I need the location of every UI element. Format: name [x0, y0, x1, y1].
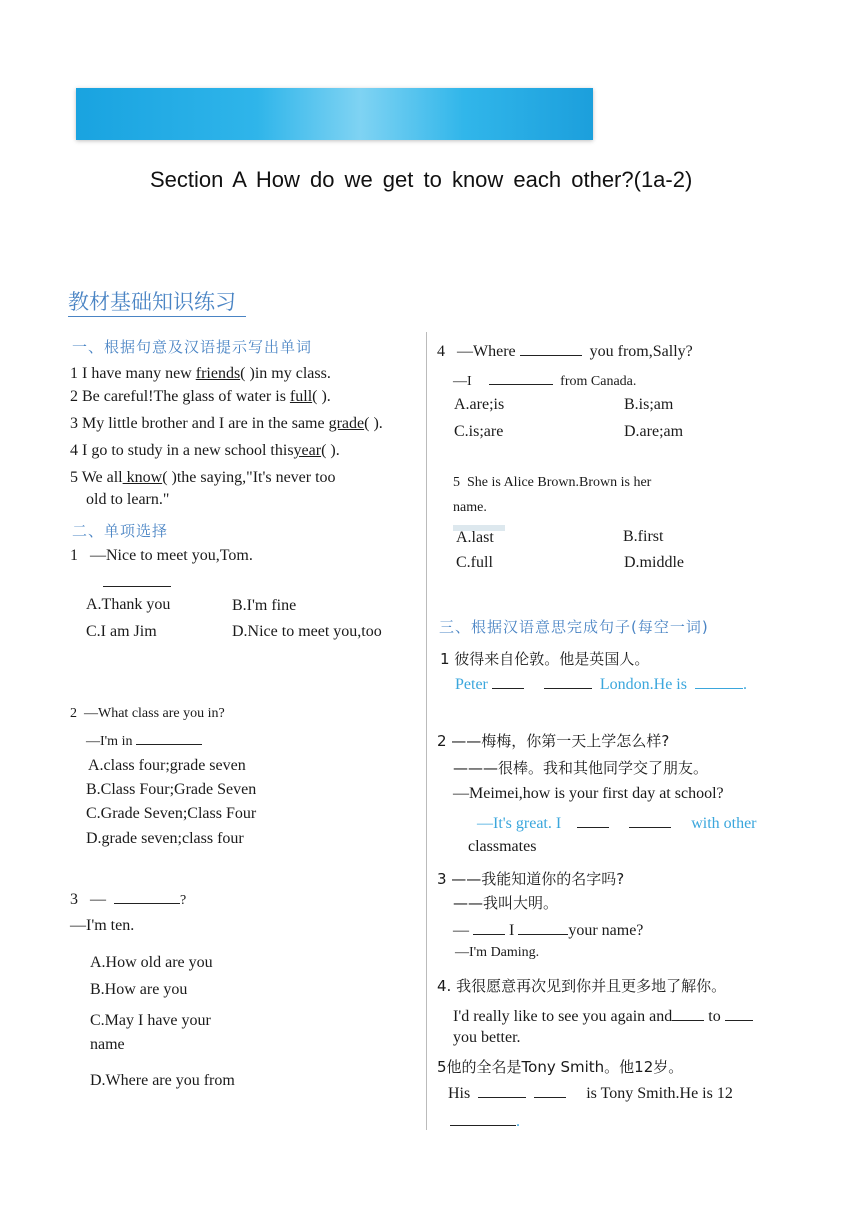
q3-option-b: B.How are you	[90, 981, 188, 998]
page-title: Section A How do we get to know each other?(1a-2)	[150, 167, 693, 192]
s2-english-3: classmates	[468, 838, 537, 855]
header-banner	[76, 88, 593, 140]
q3-option-c: C.May I have your	[90, 1012, 211, 1029]
q5-line2: name.	[453, 500, 487, 515]
q1-blank	[103, 572, 171, 592]
q4-option-a: A.are;is	[454, 396, 505, 413]
q2-answer-line: —I'm in	[86, 730, 202, 750]
s2-chinese-2: ———很棒。我和其他同学交了朋友。	[453, 759, 709, 777]
q2-option-d: D.grade seven;class four	[86, 830, 244, 847]
part1-item-1: 1 I have many new friends( )in my class.	[70, 365, 331, 382]
q5-option-d: D.middle	[624, 554, 684, 571]
q1-option-a: A.Thank you	[86, 596, 171, 613]
part3-heading: 三、根据汉语意思完成句子(每空一词)	[439, 618, 709, 636]
q3-reply: —I'm ten.	[70, 917, 135, 934]
column-divider	[426, 332, 427, 1130]
part2-heading: 二、单项选择	[72, 522, 169, 540]
s5-english-2: .	[450, 1111, 520, 1131]
s4-chinese: 4. 我很愿意再次见到你并且更多地了解你。	[437, 977, 727, 995]
s5-english-1: His is Tony Smith.He is 12	[448, 1085, 733, 1102]
s1-chinese: 1 彼得来自伦敦。他是英国人。	[440, 650, 650, 668]
q4-prompt: 4 —Where you from,Sally?	[437, 343, 693, 360]
q4-line2: —I from Canada.	[453, 370, 636, 390]
part1-heading: 一、根据句意及汉语提示写出单词	[72, 338, 313, 356]
q2-option-a: A.class four;grade seven	[88, 757, 246, 774]
q2-option-b: B.Class Four;Grade Seven	[86, 781, 257, 798]
part1-item-5-cont: old to learn."	[86, 491, 170, 508]
s2-chinese-1: 2 ——梅梅，你第一天上学怎么样?	[437, 732, 670, 750]
q3-option-a: A.How old are you	[90, 954, 213, 971]
q1-option-d: D.Nice to meet you,too	[232, 623, 382, 640]
q5-option-a: A.last	[456, 529, 494, 546]
s1-english: Peter London.He is .	[455, 676, 747, 693]
q3-prompt: 3 — ?	[70, 891, 187, 908]
q1-option-b: B.I'm fine	[232, 597, 297, 614]
q2-prompt: 2 —What class are you in?	[70, 706, 225, 721]
q4-option-d: D.are;am	[624, 423, 684, 440]
q3-option-d: D.Where are you from	[90, 1072, 235, 1089]
part1-item-5: 5 We all know( )the saying,"It's never too	[70, 469, 336, 486]
q4-option-c: C.is;are	[454, 423, 504, 440]
s3-chinese-1: 3 ——我能知道你的名字吗?	[437, 870, 625, 888]
s3-english-2: —I'm Daming.	[455, 945, 540, 960]
s5-chinese: 5他的全名是Tony Smith。他12岁。	[437, 1058, 684, 1076]
q5-line1: 5 She is Alice Brown.Brown is her	[453, 475, 652, 490]
part1-item-3: 3 My little brother and I are in the same grade( ).	[70, 415, 383, 432]
s3-chinese-2: ——我叫大明。	[453, 894, 559, 912]
s4-english-2: you better.	[453, 1029, 521, 1046]
q1-option-c: C.I am Jim	[86, 623, 157, 640]
q2-option-c: C.Grade Seven;Class Four	[86, 805, 257, 822]
q1-prompt: 1 —Nice to meet you,Tom.	[70, 547, 253, 564]
s4-english-1: I'd really like to see you again and to	[453, 1006, 753, 1026]
s2-english-1: —Meimei,how is your first day at school?	[453, 785, 724, 802]
q5-option-c: C.full	[456, 554, 493, 571]
part1-item-2: 2 Be careful!The glass of water is full( ).	[70, 388, 331, 405]
part1-item-4: 4 I go to study in a new school thisyear( ).	[70, 442, 340, 459]
s2-english-2: —It's great. I with other	[477, 815, 757, 832]
s3-english-1: — I your name?	[453, 922, 644, 939]
q4-option-b: B.is;am	[624, 396, 674, 413]
q5-option-b: B.first	[623, 528, 664, 545]
q3-option-c-cont: name	[90, 1036, 125, 1053]
section-heading: 教材基础知识练习	[68, 286, 246, 317]
